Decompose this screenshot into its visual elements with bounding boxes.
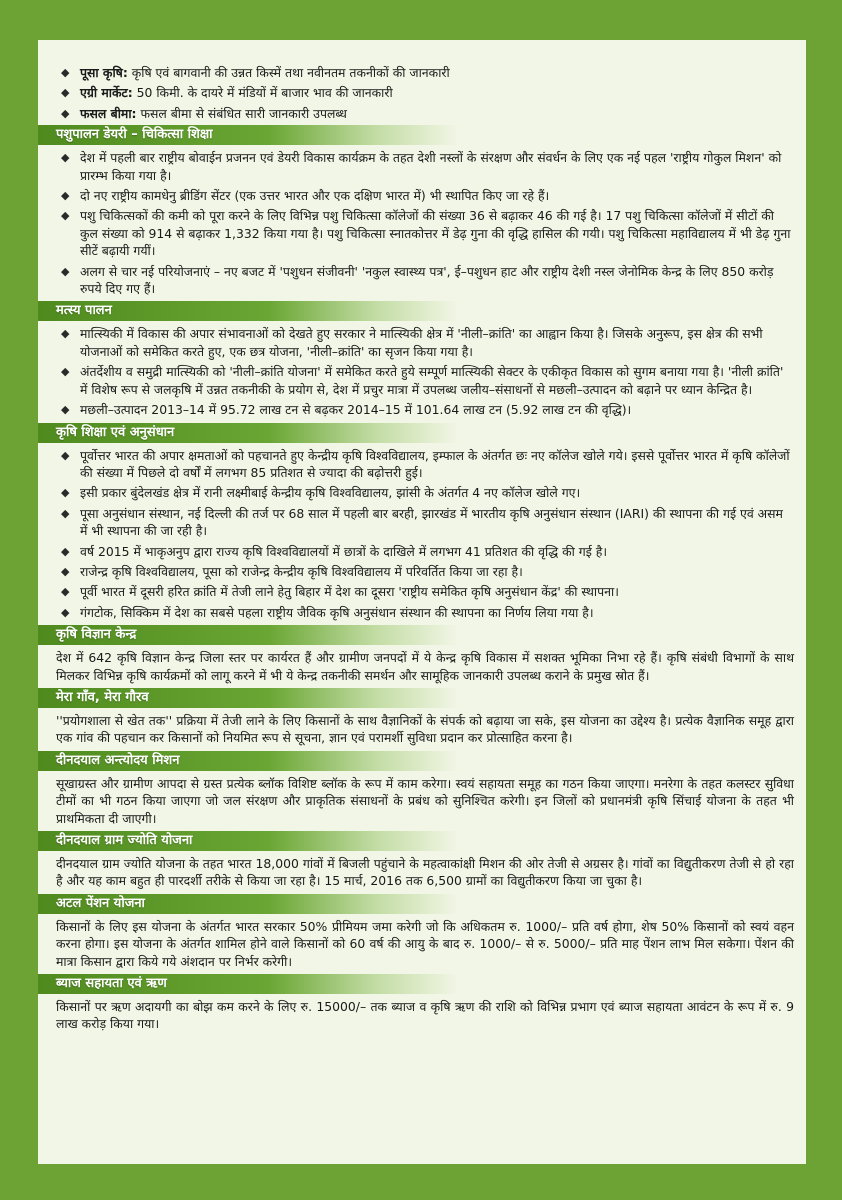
section-title: पशुपालन डेयरी – चिकित्सा शिक्षा <box>38 125 458 145</box>
diamond-bullet-icon: ◆ <box>61 189 70 203</box>
list-item: ◆ अंतर्देशीय व समुद्री मात्स्यिकी को 'नीली–क्रांति योजना' में समेकित करते हुये सम्पूर्ण मात्स्यिकी सेक्टर के एकीकृत विकास को सुगम बनाया गया है। 'नीली क्रांति' में विशेष रूप से जलकृषि में उन्नत तकनीकी के प्रयोग से, देश में प्रचुर मात्रा में उपलब्ध जलीय–संसाधनों से मछली–उत्पादन को बढ़ाने पर ध्यान केन्द्रित है। <box>61 364 784 397</box>
list-item: ◆ मछली–उत्पादन 2013–14 में 95.72 लाख टन से बढ़कर 2014–15 में 101.64 लाख टन (5.92 लाख टन की वृद्धि)। <box>61 402 632 418</box>
diamond-bullet-icon: ◆ <box>61 605 70 619</box>
diamond-bullet-icon: ◆ <box>61 448 70 462</box>
diamond-bullet-icon: ◆ <box>61 544 70 558</box>
section-interest-subvention <box>56 974 794 1033</box>
diamond-bullet-icon: ◆ <box>61 151 70 165</box>
list-item: ◆ देश में पहली बार राष्ट्रीय बोवाईन प्रजनन एवं डेयरी विकास कार्यक्रम के तहत देशी नस्लों के संरक्षण और संवर्धन के लिए एक नई पहल 'राष्ट्रीय गोकुल मिशन' को प्रारम्भ किया गया है। <box>61 150 782 183</box>
section-paragraph: किसानों पर ऋण अदायगी का बोझ कम करने के लिए रु. 15000/– तक ब्याज व कृषि ऋण की राशि को विभिन्न प्रभाग एवं ब्याज सहायता आवंटन के रूप में रु. 9 लाख करोड़ किया गया। <box>56 999 794 1032</box>
bullet-list <box>56 325 794 418</box>
diamond-bullet-icon: ◆ <box>61 327 70 341</box>
list-item: ◆ फसल बीमा: फसल बीमा से संबंधित सारी जानकारी उपलब्ध <box>61 105 347 121</box>
list-item: ◆ एग्री मार्केट: 50 किमी. के दायरे में मंडियों में बाजार भाव की जानकारी <box>61 85 393 101</box>
section-krishi-vigyan-kendra <box>56 625 794 684</box>
list-item: ◆ गंगटोक, सिक्किम में देश का सबसे पहला राष्ट्रीय जैविक कृषि अनुसंधान संस्थान की स्थापना का निर्णय लिया गया है। <box>61 604 594 620</box>
section-agri-education <box>56 423 794 622</box>
section-fisheries <box>56 301 794 418</box>
diamond-bullet-icon: ◆ <box>61 585 70 599</box>
diamond-bullet-icon: ◆ <box>61 209 70 223</box>
document-content <box>56 64 794 1037</box>
diamond-bullet-icon: ◆ <box>61 86 70 100</box>
section-title: दीनदयाल ग्राम ज्योति योजना <box>38 831 458 851</box>
section-title: मेरा गाँव, मेरा गौरव <box>38 688 458 708</box>
section-paragraph: सूखाग्रस्त और ग्रामीण आपदा से ग्रस्त प्रत्येक ब्लॉक विशिष्ट ब्लॉक के रूप में काम करेगा। स्वयं सहायता समूह का गठन किया जाएगा। मनरेगा के तहत कलस्टर सुविधा टीमों का भी गठन किया जाएगा जो जल संरक्षण और प्राकृतिक संसाधनों के प्रबंध को सुनिश्चित करेगी। इन जिलों को प्रधानमंत्री कृषि सिंचाई योजना के तहत भी प्राथमिकता दी जाएगी। <box>56 775 794 826</box>
list-item: ◆ अलग से चार नई परियोजनाएं – नए बजट में 'पशुधन संजीवनी' 'नकुल स्वास्थ्य पत्र', ई–पशुधन हाट और राष्ट्रीय देशी नस्ल जेनोमिक केन्द्र के लिए 850 करोड़ रुपये दिए गए हैं। <box>61 263 774 297</box>
section-antyodaya-mission <box>56 751 794 827</box>
section-mera-gaon <box>56 688 794 747</box>
diamond-bullet-icon: ◆ <box>61 486 70 500</box>
list-item: ◆ दो नए राष्ट्रीय कामधेनु ब्रीडिंग सेंटर (एक उत्तर भारत और एक दक्षिण भारत में) भी स्थापित किए जा रहे हैं। <box>61 188 550 204</box>
section-atal-pension <box>56 894 794 970</box>
diamond-bullet-icon: ◆ <box>61 106 70 120</box>
list-item: ◆ पूर्वोत्तर भारत की अपार क्षमताओं को पहचानते हुए केन्द्रीय कृषि विश्वविद्यालय, इम्फाल के अंतर्गत छः नए कॉलेज खोले गये। इससे पूर्वोत्तर भारत में कृषि कॉलेजों की संख्या में पिछले दो वर्षों में लगभग 85 प्रतिशत से ज्यादा की बढ़ोत्तरी हुई। <box>61 447 790 480</box>
section-paragraph: दीनदयाल ग्राम ज्योति योजना के तहत भारत 18,000 गांवों में बिजली पहुंचाने के महत्वाकांक्षी मिशन की ओर तेजी से अग्रसर है। गांवों का विद्युतीकरण तेजी से हो रहा है और यह काम बहुत ही पारदर्शी तरीके से किया जा रहा है। 15 मार्च, 2016 तक 6,500 ग्रामों का विद्युतीकरण किया जा चुका है। <box>56 856 794 889</box>
section-title: ब्याज सहायता एवं ऋण <box>38 974 458 994</box>
document-page <box>38 40 806 1164</box>
diamond-bullet-icon: ◆ <box>61 264 70 278</box>
diamond-bullet-icon: ◆ <box>61 365 70 379</box>
list-item: ◆ इसी प्रकार बुंदेलखंड क्षेत्र में रानी लक्ष्मीबाई केन्द्रीय कृषि विश्वविद्यालय, झांसी के अंतर्गत 4 नए कॉलेज खोले गए। <box>61 485 581 501</box>
diamond-bullet-icon: ◆ <box>61 506 70 520</box>
list-item: ◆ पशु चिकित्सकों की कमी को पूरा करने के लिए विभिन्न पशु चिकित्सा कॉलेजों की संख्या 36 से बढ़ाकर 46 की गई है। 17 पशु चिकित्सा कॉलेजों में सीटों की कुल संख्या को 914 से बढ़ाकर 1,332 किया गया है। पशु चिकित्सा स्नातकोत्तर में डेढ़ गुना की वृद्धि हासिल की गयी। पशु चिकित्सा महाविद्यालय में भी डेढ़ गुना सीटें बढ़ायी गयीं। <box>61 208 791 259</box>
diamond-bullet-icon: ◆ <box>61 403 70 417</box>
section-title: दीनदयाल अन्त्योदय मिशन <box>38 751 458 771</box>
section-paragraph: ''प्रयोगशाला से खेत तक'' प्रक्रिया में तेजी लाने के लिए किसानों के साथ वैज्ञानिकों के संपर्क को बढ़ाया जा सके, इस योजना का उद्देश्य है। प्रत्येक वैज्ञानिक समूह द्वारा एक गांव की पहचान कर किसानों को नियमित रूप से सूचना, ज्ञान एवं परामर्शी सुविधा प्रदान कर प्रोत्साहित करना है। <box>56 712 794 746</box>
diamond-bullet-icon: ◆ <box>61 564 70 578</box>
section-paragraph: देश में 642 कृषि विज्ञान केन्द्र जिला स्तर पर कार्यरत हैं और ग्रामीण जनपदों में ये केन्द्र कृषि विकास में सशक्त भूमिका निभा रहे हैं। कृषि संबंधी विभागों के साथ मिलकर विभिन्न कृषि कार्यक्रमों को लागू करने में भी ये केन्द्र तकनीकी समर्थन और सामूहिक जानकारी उपलब्ध कराने के प्रमुख स्रोत हैं। <box>56 650 794 683</box>
list-item: ◆ मात्स्यिकी में विकास की अपार संभावनाओं को देखते हुए सरकार ने मात्स्यिकी क्षेत्र में 'नीली–क्रांति' का आह्वान किया है। जिसके अनुरूप, इस क्षेत्र की सभी योजनाओं को समेकित करते हुए, एक छत्र योजना, 'नीली–क्रांति' का सृजन किया गया है। <box>61 326 763 359</box>
section-title: कृषि विज्ञान केन्द्र <box>38 625 458 645</box>
section-title: कृषि शिक्षा एवं अनुसंधान <box>38 423 458 443</box>
list-item: ◆ पूसा कृषि: कृषि एवं बागवानी की उन्नत किस्में तथा नवीनतम तकनीकों की जानकारी <box>61 65 450 80</box>
diamond-bullet-icon: ◆ <box>61 66 70 79</box>
list-item: ◆ पूर्वी भारत में दूसरी हरित क्रांति में तेजी लाने हेतु बिहार में देश का दूसरा 'राष्ट्रीय समेकित कृषि अनुसंधान केंद्र' की स्थापना। <box>61 584 619 600</box>
section-gram-jyoti <box>56 831 794 890</box>
section-title: अटल पेंशन योजना <box>38 894 458 914</box>
bullet-list <box>56 149 794 297</box>
section-paragraph: किसानों के लिए इस योजना के अंतर्गत भारत सरकार 50% प्रीमियम जमा करेगी जो कि अधिकतम रु. 1000/– प्रति वर्ष होगा, शेष 50% किसानों को स्वयं वहन करना होगा। इस योजना के अंतर्गत शामिल होने वाले किसानों को 60 वर्ष की आयु के बाद रु. 1000/– से रु. 5000/– प्रति माह पेंशन लाभ मिल सकेगा। पेंशन की मात्रा किसान द्वारा किये गये अंशदान पर निर्भर करेगी। <box>56 918 794 969</box>
list-item: ◆ पूसा अनुसंधान संस्थान, नई दिल्ली की तर्ज पर 68 साल में पहली बार बरही, झारखंड में भारतीय कृषि अनुसंधान संस्थान (IARI) की स्थापना की गई एवं असम में भी स्थापना की जा रही है। <box>61 505 783 539</box>
bullet-list <box>56 447 794 622</box>
section-animal-husbandry <box>56 125 794 297</box>
list-item: ◆ राजेन्द्र कृषि विश्वविद्यालय, पूसा को राजेन्द्र केन्द्रीय कृषि विश्वविद्यालय में परिवर्तित किया जा रहा है। <box>61 563 523 579</box>
section-title: मत्स्य पालन <box>38 301 458 321</box>
list-item: ◆ वर्ष 2015 में भाकृअनुप द्वारा राज्य कृषि विश्वविद्यालयों में छात्रों के दाखिले में लगभग 41 प्रतिशत की वृद्धि की गई है। <box>61 543 608 559</box>
intro-list <box>56 64 794 122</box>
